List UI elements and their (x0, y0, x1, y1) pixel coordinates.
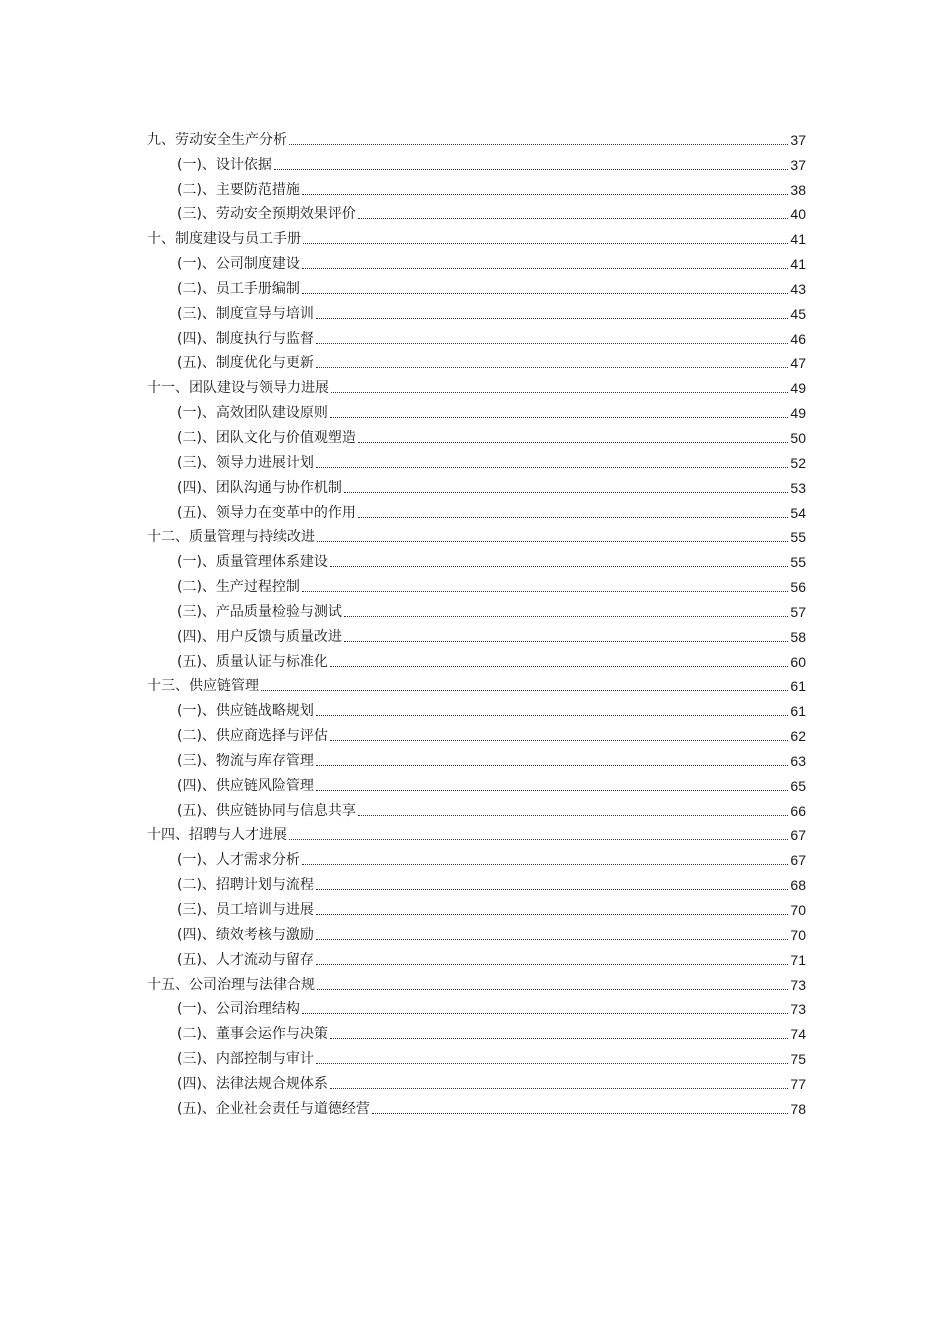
toc-entry-title: (一)、公司制度建设 (177, 256, 300, 273)
toc-section-entry[interactable] (147, 944, 806, 969)
toc-page-number: 68 (790, 877, 806, 894)
toc-section-entry[interactable] (147, 298, 806, 323)
toc-entry-title: (二)、招聘计划与流程 (177, 877, 314, 894)
toc-section-entry[interactable] (147, 795, 806, 820)
toc-page-number: 50 (790, 429, 806, 446)
toc-page-number: 77 (790, 1075, 806, 1092)
toc-entry-title: (四)、团队沟通与协作机制 (177, 479, 342, 496)
toc-dot-leader (330, 1038, 788, 1039)
toc-dot-leader (330, 666, 788, 667)
toc-section-entry[interactable] (147, 869, 806, 894)
toc-section-entry[interactable] (147, 770, 806, 795)
toc-dot-leader (316, 765, 788, 766)
toc-dot-leader (316, 889, 788, 890)
toc-dot-leader (316, 318, 788, 319)
toc-entry-title: (四)、制度执行与监督 (177, 330, 314, 347)
toc-entry-title: (一)、供应链战略规划 (177, 703, 314, 720)
toc-page-number: 63 (790, 752, 806, 769)
toc-entry-title: (五)、制度优化与更新 (177, 355, 314, 372)
toc-dot-leader (316, 790, 788, 791)
toc-entry-title: (四)、用户反馈与质量改进 (177, 628, 342, 645)
toc-section-entry[interactable] (147, 596, 806, 621)
toc-section-entry[interactable] (147, 844, 806, 869)
toc-page-number: 55 (790, 554, 806, 571)
toc-entry-title: (三)、内部控制与审计 (177, 1051, 314, 1068)
toc-page-number: 49 (790, 380, 806, 397)
toc-section-entry[interactable] (147, 149, 806, 174)
toc-section-entry[interactable] (147, 1043, 806, 1068)
toc-section-entry[interactable] (147, 273, 806, 298)
toc-page-number: 78 (790, 1100, 806, 1117)
toc-page-number: 70 (790, 902, 806, 918)
toc-section-entry[interactable] (147, 199, 806, 224)
toc-entry-title: (二)、供应商选择与评估 (177, 728, 328, 745)
toc-entry-title: 十四、招聘与人才进展 (147, 827, 287, 844)
toc-chapter-entry[interactable] (147, 223, 806, 248)
toc-dot-leader (358, 218, 788, 219)
toc-entry-title: (五)、企业社会责任与道德经营 (177, 1100, 370, 1117)
toc-entry-title: (一)、高效团队建设原则 (177, 405, 328, 422)
toc-chapter-entry[interactable] (147, 372, 806, 397)
toc-section-entry[interactable] (147, 1093, 806, 1118)
toc-entry-title: (四)、法律法规合规体系 (177, 1075, 328, 1092)
toc-entry-title: (三)、员工培训与进展 (177, 902, 314, 918)
toc-entry-title: (五)、领导力在变革中的作用 (177, 504, 356, 521)
toc-dot-leader (316, 343, 788, 344)
toc-entry-title: (二)、主要防范措施 (177, 181, 300, 198)
toc-dot-leader (316, 1063, 788, 1064)
toc-dot-leader (302, 268, 788, 269)
toc-entry-title: (三)、劳动安全预期效果评价 (177, 206, 356, 223)
toc-section-entry[interactable] (147, 348, 806, 373)
toc-page-number: 73 (790, 976, 806, 993)
toc-section-entry[interactable] (147, 994, 806, 1019)
toc-page-number: 71 (790, 951, 806, 968)
toc-page-number: 53 (790, 479, 806, 496)
toc-section-entry[interactable] (147, 571, 806, 596)
toc-section-entry[interactable] (147, 472, 806, 497)
toc-dot-leader (316, 367, 788, 368)
toc-dot-leader (330, 417, 788, 418)
table-of-contents (147, 124, 806, 1118)
toc-dot-leader (330, 1088, 788, 1089)
toc-page-number: 40 (790, 206, 806, 223)
toc-entry-title: 十五、公司治理与法律合规 (147, 976, 315, 993)
toc-dot-leader (316, 964, 788, 965)
toc-entry-title: (一)、公司治理结构 (177, 1001, 300, 1018)
toc-page-number: 65 (790, 777, 806, 794)
toc-dot-leader (358, 517, 788, 518)
toc-chapter-entry[interactable] (147, 820, 806, 845)
toc-dot-leader (302, 864, 788, 865)
toc-entry-title: 九、劳动安全生产分析 (147, 131, 287, 148)
toc-section-entry[interactable] (147, 894, 806, 919)
toc-page-number: 66 (790, 802, 806, 819)
toc-entry-title: 十一、团队建设与领导力进展 (147, 380, 329, 397)
toc-section-entry[interactable] (147, 248, 806, 273)
toc-dot-leader (358, 815, 788, 816)
toc-page-number: 70 (790, 926, 806, 943)
toc-page-number: 67 (790, 827, 806, 844)
toc-section-entry[interactable] (147, 919, 806, 944)
toc-entry-title: (四)、绩效考核与激励 (177, 926, 314, 943)
toc-page-number: 58 (790, 628, 806, 645)
toc-entry-title: (三)、领导力进展计划 (177, 454, 314, 471)
toc-dot-leader (302, 591, 788, 592)
toc-dot-leader (331, 392, 788, 393)
toc-page-number: 56 (790, 579, 806, 596)
toc-dot-leader (316, 467, 788, 468)
toc-entry-title: (五)、质量认证与标准化 (177, 653, 328, 670)
toc-section-entry[interactable] (147, 745, 806, 770)
toc-dot-leader (303, 243, 788, 244)
toc-page-number: 46 (790, 330, 806, 347)
toc-dot-leader (302, 194, 788, 195)
toc-entry-title: 十、制度建设与员工手册 (147, 231, 301, 248)
toc-entry-title: (五)、供应链协同与信息共享 (177, 802, 356, 819)
toc-dot-leader (330, 566, 788, 567)
toc-section-entry[interactable] (147, 720, 806, 745)
toc-entry-title: (一)、质量管理体系建设 (177, 554, 328, 571)
toc-entry-title: (二)、员工手册编制 (177, 280, 300, 297)
toc-section-entry[interactable] (147, 1018, 806, 1043)
toc-dot-leader (317, 989, 788, 990)
toc-entry-title: 十二、质量管理与持续改进 (147, 529, 315, 546)
toc-entry-title: (一)、设计依据 (177, 156, 272, 173)
toc-section-entry[interactable] (147, 422, 806, 447)
toc-chapter-entry[interactable] (147, 969, 806, 994)
toc-dot-leader (344, 616, 788, 617)
toc-dot-leader (330, 740, 788, 741)
toc-section-entry[interactable] (147, 447, 806, 472)
toc-section-entry[interactable] (147, 646, 806, 671)
toc-entry-title: (四)、供应链风险管理 (177, 777, 314, 794)
toc-entry-title: (三)、产品质量检验与测试 (177, 603, 342, 620)
toc-dot-leader (316, 939, 788, 940)
toc-dot-leader (316, 715, 788, 716)
toc-section-entry[interactable] (147, 174, 806, 199)
toc-chapter-entry[interactable] (147, 522, 806, 547)
toc-dot-leader (289, 144, 788, 145)
toc-dot-leader (302, 1013, 788, 1014)
toc-dot-leader (261, 690, 788, 691)
toc-page-number: 73 (790, 1001, 806, 1018)
toc-entry-title: (二)、董事会运作与决策 (177, 1026, 328, 1043)
toc-section-entry[interactable] (147, 397, 806, 422)
toc-section-entry[interactable] (147, 1068, 806, 1093)
toc-entry-title: 十三、供应链管理 (147, 678, 259, 695)
toc-dot-leader (289, 839, 788, 840)
toc-entry-title: (二)、团队文化与价值观塑造 (177, 429, 356, 446)
toc-page-number: 54 (790, 504, 806, 521)
toc-page-number: 55 (790, 529, 806, 546)
toc-section-entry[interactable] (147, 323, 806, 348)
toc-section-entry[interactable] (147, 621, 806, 646)
toc-page-number: 61 (790, 703, 806, 720)
toc-dot-leader (344, 641, 788, 642)
toc-page-number: 45 (790, 305, 806, 322)
toc-page-number: 67 (790, 852, 806, 869)
toc-page-number: 57 (790, 603, 806, 620)
toc-page-number: 43 (790, 280, 806, 297)
toc-page-number: 74 (790, 1026, 806, 1043)
toc-section-entry[interactable] (147, 497, 806, 522)
toc-section-entry[interactable] (147, 546, 806, 571)
toc-page-number: 41 (790, 231, 806, 248)
toc-dot-leader (344, 492, 788, 493)
toc-page-number: 61 (790, 678, 806, 695)
toc-dot-leader (274, 169, 788, 170)
toc-dot-leader (316, 914, 788, 915)
toc-dot-leader (317, 541, 788, 542)
toc-page-number: 60 (790, 653, 806, 670)
toc-entry-title: (五)、人才流动与留存 (177, 951, 314, 968)
toc-chapter-entry[interactable] (147, 671, 806, 696)
toc-entry-title: (二)、生产过程控制 (177, 579, 300, 596)
toc-dot-leader (372, 1113, 788, 1114)
toc-page-number: 47 (790, 355, 806, 372)
toc-entry-title: (三)、制度宣导与培训 (177, 305, 314, 322)
toc-page-number: 37 (790, 156, 806, 173)
toc-chapter-entry[interactable] (147, 124, 806, 149)
toc-page-number: 49 (790, 405, 806, 422)
toc-dot-leader (302, 293, 788, 294)
toc-page-number: 75 (790, 1051, 806, 1068)
toc-page-number: 62 (790, 728, 806, 745)
toc-entry-title: (三)、物流与库存管理 (177, 752, 314, 769)
toc-page-number: 38 (790, 181, 806, 198)
toc-page-number: 41 (790, 256, 806, 273)
toc-section-entry[interactable] (147, 695, 806, 720)
toc-page-number: 37 (790, 131, 806, 148)
toc-entry-title: (一)、人才需求分析 (177, 852, 300, 869)
toc-page-number: 52 (790, 454, 806, 471)
toc-dot-leader (358, 442, 788, 443)
